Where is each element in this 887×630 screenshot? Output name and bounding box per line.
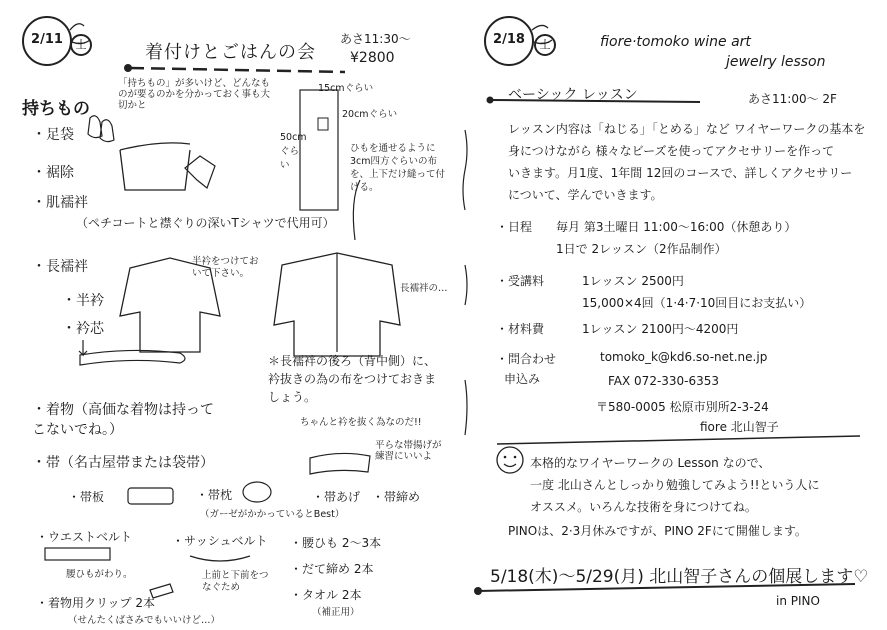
item-nagajuban: ・長襦袢 [32, 259, 88, 275]
weekday-badge-left [70, 34, 92, 56]
juban-back-small: ちゃんと衿を抜く為なのだ!! [300, 417, 422, 428]
weekday-right: 土 [539, 38, 551, 51]
item-koshihimo: ・腰ひも 2～3本 [290, 536, 382, 550]
belongings-heading: 持ちもの [22, 99, 90, 119]
fee-label: ・受講料 [496, 274, 545, 288]
event-price-left: ¥2800 [350, 50, 395, 66]
item-tabi: ・足袋 [32, 127, 74, 143]
fee-value: 1レッスン 2500円 [582, 274, 684, 288]
haneri-note: 半衿をつけておいて下さい。 [192, 256, 259, 279]
schedule-sub: 1日で 2レッスン（2作品制作） [556, 242, 727, 256]
item-obi: ・帯（名古屋帯または袋帯） [32, 455, 214, 471]
weekday-left: 土 [75, 38, 87, 51]
item-susoyoke: ・裾除 [32, 165, 74, 181]
item-kimono: ・着物（高価な着物は持ってこないでね。） [32, 402, 214, 438]
item-haneri: ・半衿 [62, 293, 104, 309]
lesson-desc-line: レッスン内容は「ねじる」「とめる」など ワイヤーワークの基本を [508, 122, 866, 136]
date-badge-right [484, 16, 534, 66]
message-line: オススメ。いろんな技術を身につけてね。 [530, 500, 757, 514]
contact-label: ・問合わせ [496, 352, 557, 366]
date-right: 2/18 [493, 32, 525, 47]
item-erishin: ・衿芯 [62, 321, 104, 337]
item-hadajuban: ・肌襦袢 [32, 195, 88, 211]
contact-name: fiore 北山智子 [700, 420, 779, 434]
juban-side-note: 長襦袢の… [400, 283, 448, 294]
material-label: ・材料費 [496, 322, 545, 336]
pino-note: PINOは、2·3月休みですが、PINO 2Fにて開催します。 [508, 524, 807, 538]
lesson-desc-line: いきます。月1度、1年間 12回のコースで、詳しくアクセサリー [508, 166, 853, 180]
exhibit-text: 5/18(木)～5/29(月) 北山智子さんの個展します♡ [490, 567, 869, 587]
item-datejime: ・だて締め 2本 [290, 562, 374, 576]
towel-note: （補正用） [312, 607, 360, 618]
item-obijime: ・帯締め [372, 490, 421, 504]
date-left: 2/11 [31, 32, 63, 47]
lesson-description [508, 118, 865, 206]
weekday-badge-right [534, 34, 556, 56]
lesson-title: ベーシック レッスン [508, 87, 638, 103]
item-obiita: ・帯板 [68, 490, 105, 504]
event-title-left: 着付けとごはんの会 [145, 42, 316, 63]
waist-belt-note: 腰ひもがわり。 [66, 569, 133, 580]
lesson-desc-line: について、学んでいきます。 [508, 188, 663, 202]
lesson-time: あさ11:00～ 2F [748, 92, 837, 106]
event-time-left: あさ11:30～ [340, 32, 411, 46]
lesson-desc-line: 身につけながら 様々なビーズを使ってアクセサリーを作って [508, 144, 835, 158]
schedule-value: 毎月 第3土曜日 11:00～16:00（休憩あり） [556, 220, 797, 234]
clip-note: （せんたくばさみでもいいけど…） [68, 615, 221, 626]
dimension-20cm: 20cmぐらい [342, 109, 398, 120]
item-obimakura: ・帯枕 [196, 488, 233, 502]
schedule-label: ・日程 [496, 220, 533, 234]
contact-label-2: 申込み [504, 372, 541, 386]
item-clip: ・着物用クリップ 2本 [36, 596, 155, 610]
item-waist-belt: ・ウエストベルト [36, 530, 133, 544]
message-line: 一度 北山さんとしっかり勉強してみよう!!という人に [530, 478, 820, 492]
cord-note: ひもを通せるように3cm四方ぐらいの布を、上下だけ縫って付ける。 [350, 143, 446, 193]
juban-back-note: ＊長襦袢の後ろ（背中側）に、衿抜きの為の布をつけておきましょう。 [268, 354, 437, 404]
material-value: 1レッスン 2100円～4200円 [582, 322, 739, 336]
obi-note: 平らな帯揚げが練習にいいよ [375, 440, 442, 462]
item-obiage: ・帯あげ [312, 490, 361, 504]
item-hadajuban-note: （ペチコートと襟ぐりの深いTシャツで代用可） [76, 216, 335, 230]
recommend-message [530, 452, 819, 518]
fee-sub: 15,000×4回（1·4·7·10回目にお支払い） [582, 296, 812, 310]
dimension-15cm: 15cmぐらい [318, 83, 374, 94]
contact-email[interactable]: tomoko_k@kd6.so-net.ne.jp [600, 350, 768, 364]
contact-address: 〒580-0005 松原市別所2-3-24 [596, 400, 769, 414]
sash-belt-note: 上前と下前をつなぐため [202, 570, 269, 593]
belongings-note: 「持ちもの」が多いけど、どんなものが要るのかを分かっておく事も大切かと [118, 78, 271, 111]
brand-line-2: jewelry lesson [726, 54, 826, 70]
obimakura-note: （ガーゼがかかっているとBest） [200, 509, 345, 520]
dimension-50cm: 50cmぐらい [280, 132, 307, 171]
exhibit-place: in PINO [776, 594, 820, 608]
date-badge-left [22, 16, 72, 66]
item-towel: ・タオル 2本 [290, 588, 362, 602]
message-line: 本格的なワイヤーワークの Lesson なので、 [530, 456, 771, 470]
item-sash-belt: ・サッシュベルト [172, 534, 268, 548]
contact-fax: FAX 072-330-6353 [608, 374, 720, 388]
brand-line-1: fiore·tomoko wine art [600, 34, 751, 50]
